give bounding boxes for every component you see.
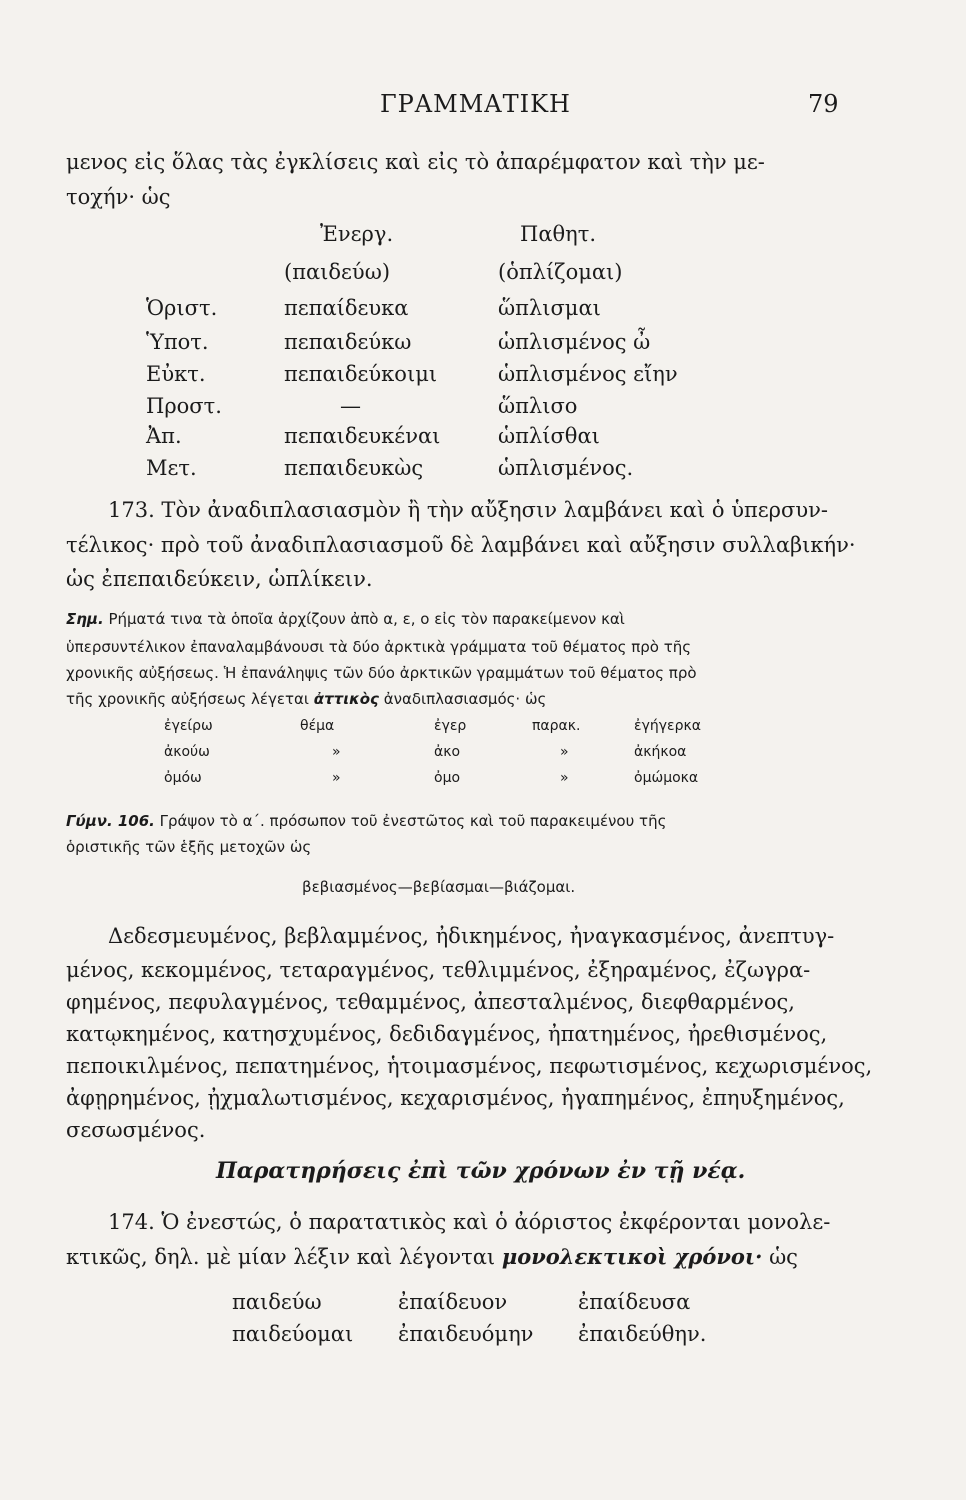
exercise-line <box>66 812 666 830</box>
note-line: χρονικῆς αὐξήσεως. Ἡ ἐπανάληψις τῶν δύο ἀρκτικῶν γραμμάτων τοῦ θέματος πρὸ <box>66 664 697 682</box>
mood-label: Εὐκτ. <box>146 362 206 386</box>
note-text: Ρήματά τινα τὰ ὁποῖα ἀρχίζουν ἀπὸ α, ε, ο εἰς τὸν παρακείμενον καὶ <box>108 610 625 628</box>
intro-line: μενος εἰς ὅλας τὰς ἐγκλίσεις καὶ εἰς τὸ ἀπαρέμφατον καὶ τὴν με- <box>66 150 765 174</box>
note-text: ἀναδιπλασιασμός· ὡς <box>383 690 547 708</box>
final-table-cell: ἐπαιδεύθην. <box>578 1322 707 1346</box>
example-cell: » <box>560 770 569 786</box>
passive-form: ὥπλισμαι <box>498 296 601 320</box>
mood-label: Ὑποτ. <box>146 330 209 354</box>
example-cell: ἐγερ <box>434 718 467 734</box>
paragraph-174-line: 174. Ὁ ἐνεστώς, ὁ παρατατικὸς καὶ ὁ ἀόριστος ἐκφέρονται μονολε- <box>108 1210 831 1234</box>
example-cell: ὀμώμοκα <box>634 770 699 786</box>
example-cell: ὀμόω <box>164 770 202 786</box>
active-form: — <box>340 394 361 418</box>
page-number: 79 <box>808 90 839 118</box>
passive-form: ὥπλισο <box>498 394 578 418</box>
section-heading: Παρατηρήσεις ἐπὶ τῶν χρόνων ἐν τῇ νέᾳ. <box>216 1158 746 1184</box>
final-table-cell: παιδεύομαι <box>232 1322 354 1346</box>
col-header-active: Ἐνεργ. <box>320 222 394 246</box>
note-text: τῆς χρονικῆς αὐξήσεως λέγεται <box>66 690 309 708</box>
mood-label: Μετ. <box>146 456 197 480</box>
mood-label: Ὁριστ. <box>146 296 218 320</box>
example-cell: παρακ. <box>532 718 581 734</box>
exercise-label: Γύμν. 106. <box>66 812 155 830</box>
note-line <box>66 610 625 628</box>
verb-active: (παιδεύω) <box>284 260 391 284</box>
running-title: ΓΡΑΜΜΑΤΙΚΗ <box>380 90 571 118</box>
example-cell: » <box>332 770 341 786</box>
final-table-cell: ἐπαίδευσα <box>578 1290 691 1314</box>
example-cell: » <box>332 744 341 760</box>
example-cell: ἐγείρω <box>164 718 213 734</box>
example-cell: ἀκούω <box>164 744 210 760</box>
word-list-line: ἀφῃρημένος, ᾐχμαλωτισμένος, κεχαρισμένος, ἠγαπημένος, ἐπηυξημένος, <box>66 1086 845 1110</box>
paragraph-173-line: τέλικος· πρὸ τοῦ ἀναδιπλασιασμοῦ δὲ λαμβάνει καὶ αὔξησιν συλλαβικήν· <box>66 533 856 557</box>
paragraph-173-line: 173. Τὸν ἀναδιπλασιασμὸν ἢ τὴν αὔξησιν λαμβάνει καὶ ὁ ὑπερσυν- <box>108 498 828 522</box>
intro-line: τοχήν· ὡς <box>66 185 171 209</box>
passive-form: ὡπλίσθαι <box>498 424 600 448</box>
note-label: Σημ. <box>66 610 104 628</box>
example-cell: ἐγήγερκα <box>634 718 701 734</box>
exercise-text: Γράψον τὸ α΄. πρόσωπον τοῦ ἐνεστῶτος καὶ τοῦ παρακειμένου τῆς <box>159 812 667 830</box>
example-cell: ἀκο <box>434 744 461 760</box>
example-cell: » <box>560 744 569 760</box>
paragraph-174-text: ὡς <box>769 1245 798 1269</box>
paragraph-174-line <box>66 1244 798 1269</box>
paragraph-174-term: μονολεκτικοὶ χρόνοι· <box>501 1244 763 1269</box>
passive-form: ὡπλισμένος. <box>498 456 634 480</box>
active-form: πεπαιδεύκοιμι <box>284 362 438 386</box>
paragraph-173-line: ὡς ἐπεπαιδεύκειν, ὡπλίκειν. <box>66 567 373 591</box>
passive-form: ὡπλισμένος εἴην <box>498 362 678 386</box>
word-list-line: σεσωσμένος. <box>66 1118 206 1142</box>
active-form: πεπαιδευκέναι <box>284 424 441 448</box>
note-line: ὑπερσυντέλικον ἐπαναλαμβάνουσι τὰ δύο ἀρκτικὰ γράμματα τοῦ θέματος πρὸ τῆς <box>66 638 692 656</box>
word-list-line: κατῳκημένος, κατησχυμένος, δεδιδαγμένος, ἠπατημένος, ἠρεθισμένος, <box>66 1022 828 1046</box>
note-term: ἀττικὸς <box>313 690 379 708</box>
note-line <box>66 690 546 708</box>
active-form: πεπαιδεύκω <box>284 330 412 354</box>
mood-label: Προστ. <box>146 394 222 418</box>
col-header-passive: Παθητ. <box>520 222 597 246</box>
example-cell: ἀκήκοα <box>634 744 687 760</box>
final-table-cell: ἐπαίδευον <box>398 1290 508 1314</box>
final-table-cell: ἐπαιδευόμην <box>398 1322 534 1346</box>
word-list-line: φημένος, πεφυλαγμένος, τεθαμμένος, ἀπεσταλμένος, διεφθαρμένος, <box>66 990 795 1014</box>
word-list-line: πεποικιλμένος, πεπατημένος, ἡτοιμασμένος, πεφωτισμένος, κεχωρισμένος, <box>66 1054 873 1078</box>
active-form: πεπαιδευκὼς <box>284 456 424 480</box>
word-list-line: μένος, κεκομμένος, τεταραγμένος, τεθλιμμένος, ἐξηραμένος, ἐζωγρα- <box>66 958 811 982</box>
verb-passive: (ὁπλίζομαι) <box>498 260 623 284</box>
passive-form: ὡπλισμένος ὦ <box>498 330 651 354</box>
exercise-line: ὁριστικῆς τῶν ἑξῆς μετοχῶν ὡς <box>66 838 312 856</box>
exercise-model: βεβιασμένος—βεβίασμαι—βιάζομαι. <box>302 878 576 896</box>
paragraph-174-text: κτικῶς, δηλ. μὲ μίαν λέξιν καὶ λέγονται <box>66 1245 496 1269</box>
word-list-line: Δεδεσμευμένος, βεβλαμμένος, ἠδικημένος, ἠναγκασμένος, ἀνεπτυγ- <box>108 924 835 948</box>
final-table-cell: παιδεύω <box>232 1290 322 1314</box>
example-cell: ὀμο <box>434 770 461 786</box>
example-cell: θέμα <box>300 718 335 734</box>
mood-label: Ἀπ. <box>146 424 182 448</box>
active-form: πεπαίδευκα <box>284 296 409 320</box>
